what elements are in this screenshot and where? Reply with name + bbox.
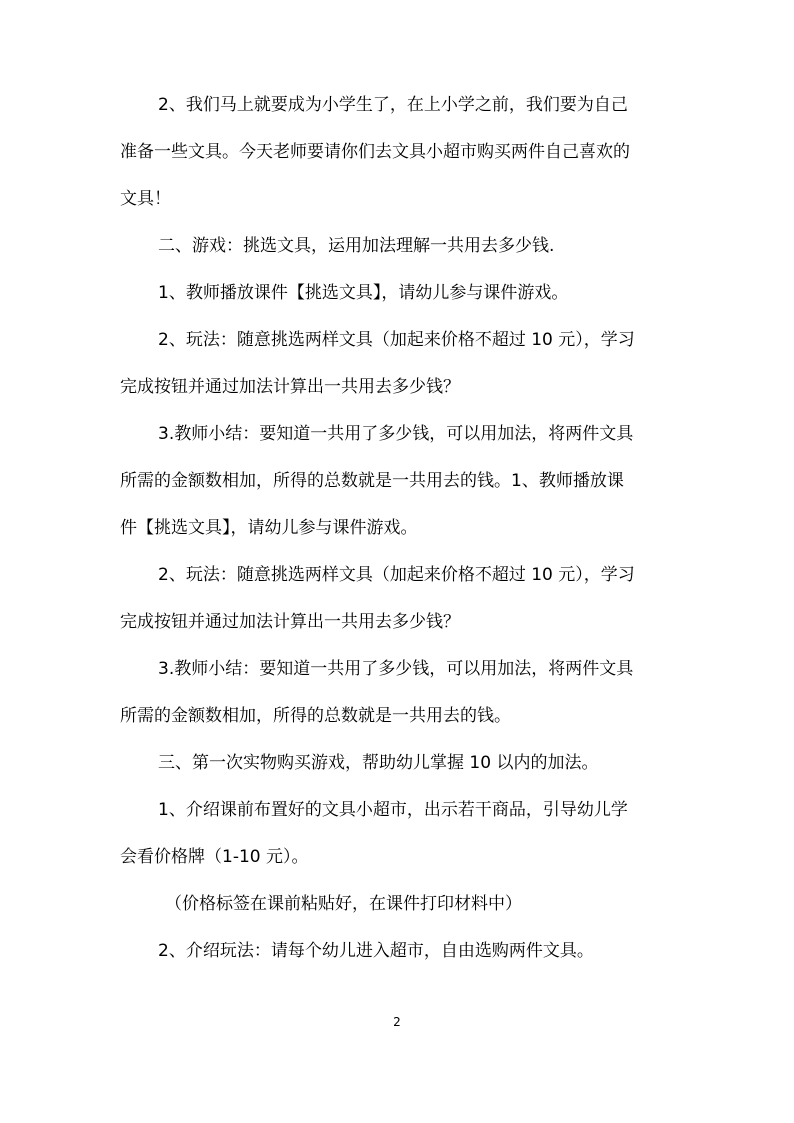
text-line: 2、介绍玩法：请每个幼儿进入超市，自由选购两件文具。 bbox=[158, 941, 594, 961]
section-heading: 二、游戏：挑选文具，运用加法理解一共用去多少钱. bbox=[158, 236, 555, 256]
text-line: 3.教师小结：要知道一共用了多少钱，可以用加法，将两件文具 bbox=[158, 659, 634, 679]
text-line: （价格标签在课前粘贴好，在课件打印材料中） bbox=[165, 894, 522, 914]
text-line: 3.教师小结：要知道一共用了多少钱，可以用加法，将两件文具 bbox=[158, 424, 634, 444]
page-number: 2 bbox=[393, 1015, 401, 1029]
text-line: 件【挑选文具】，请幼儿参与课件游戏。 bbox=[120, 518, 418, 538]
text-line: 会看价格牌（1-10 元）。 bbox=[120, 847, 309, 867]
text-line: 准备一些文具。今天老师要请你们去文具小超市购买两件自己喜欢的 bbox=[120, 142, 630, 162]
text-line: 完成按钮并通过加法计算出一共用去多少钱？ bbox=[120, 612, 460, 632]
text-line: 1、教师播放课件【挑选文具】，请幼儿参与课件游戏。 bbox=[158, 283, 569, 303]
body-text bbox=[120, 93, 675, 963]
text-line: 所需的金额数相加，所得的总数就是一共用去的钱。 bbox=[120, 706, 511, 726]
text-line: 所需的金额数相加，所得的总数就是一共用去的钱。1、教师播放课 bbox=[120, 471, 624, 491]
text-line: 2、玩法：随意挑选两样文具（加起来价格不超过 10 元），学习 bbox=[158, 330, 635, 350]
text-line: 完成按钮并通过加法计算出一共用去多少钱？ bbox=[120, 377, 460, 397]
text-line: 文具！ bbox=[120, 189, 171, 209]
text-line: 1、介绍课前布置好的文具小超市，出示若干商品，引导幼儿学 bbox=[158, 800, 628, 820]
section-heading: 三、第一次实物购买游戏，帮助幼儿掌握 10 以内的加法。 bbox=[158, 753, 599, 773]
text-line: 2、我们马上就要成为小学生了，在上小学之前，我们要为自己 bbox=[158, 95, 628, 115]
text-line: 2、玩法：随意挑选两样文具（加起来价格不超过 10 元），学习 bbox=[158, 565, 635, 585]
